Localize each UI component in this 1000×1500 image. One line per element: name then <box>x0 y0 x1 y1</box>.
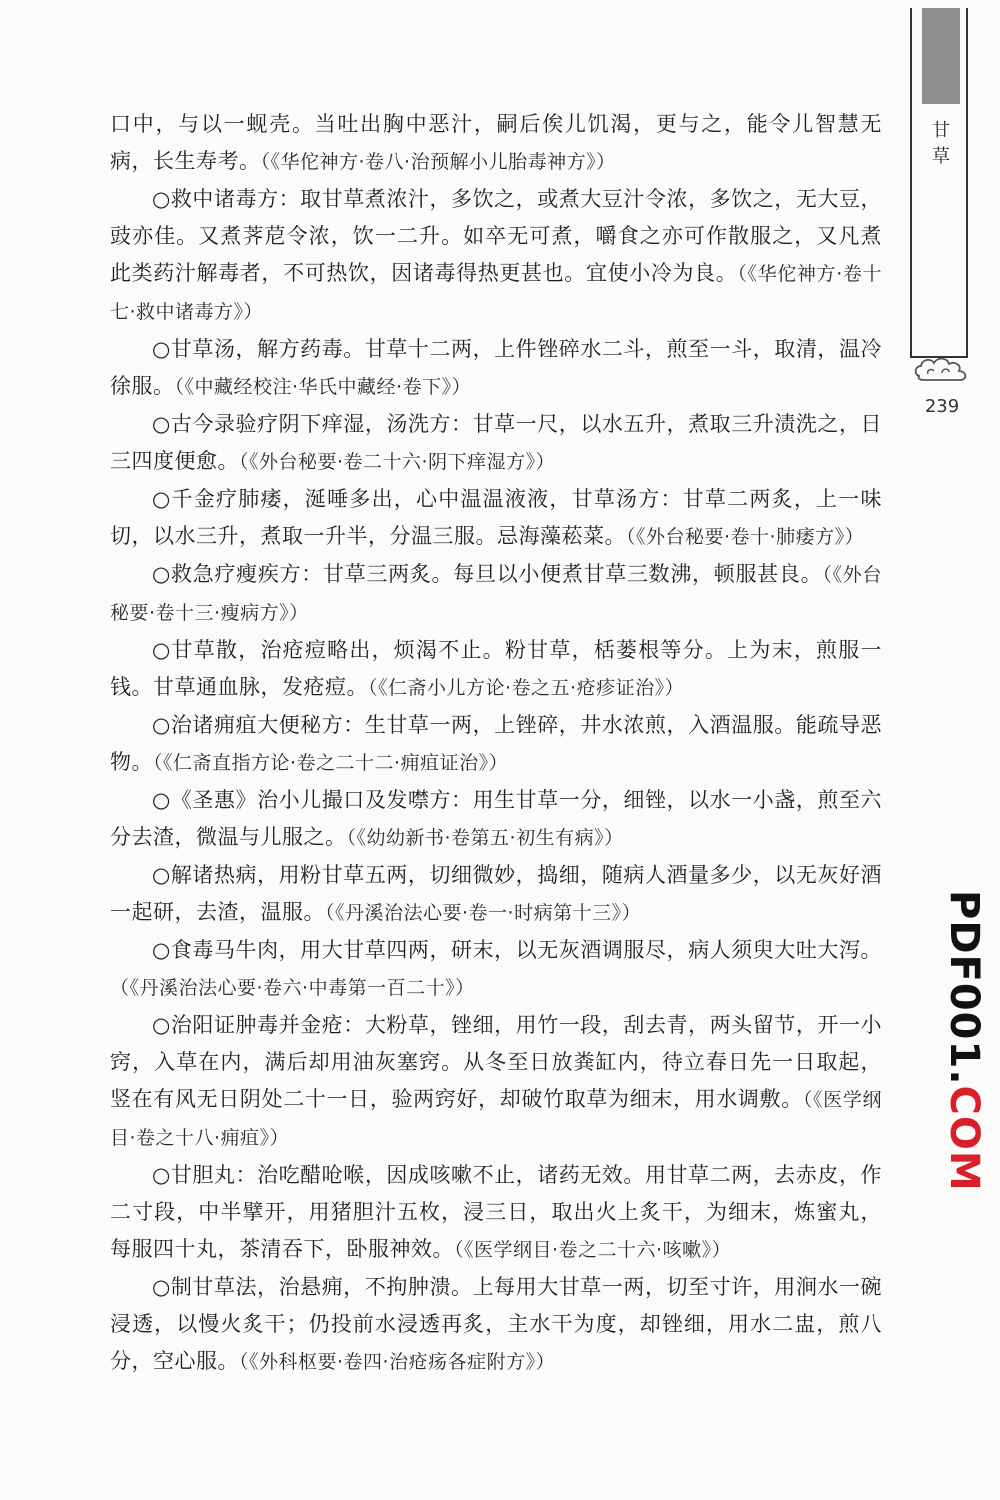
paragraph: ○千金疗肺痿，涎唾多出，心中温温液液，甘草汤方：甘草二两炙，上一味切，以水三升，煮取一升半，分温三服。忌海藻菘菜。（《外台秘要·卷十·肺痿方》） <box>110 487 882 548</box>
page-number: 239 <box>924 396 960 417</box>
paragraph: ○食毒马牛肉，用大甘草四两，研末，以无灰酒调服尽，病人须臾大吐大泻。（《丹溪治法心要·卷六·中毒第一百二十》） <box>110 938 882 999</box>
paragraph: ○解诸热病，用粉甘草五两，切细微妙，捣细，随病人酒量多少，以无灰好酒一起研，去渣，温服。（《丹溪治法心要·卷一·时病第十三》） <box>110 863 882 924</box>
watermark-part-2: COM <box>941 1085 987 1192</box>
tab-gray-block <box>922 8 960 104</box>
watermark-part-1: PDF001. <box>941 890 987 1086</box>
paragraph: ○古今录验疗阴下痒湿，汤洗方：甘草一尺，以水五升，煮取三升渍洗之，日三四度便愈。（《外台秘要·卷二十六·阴下痒湿方》） <box>110 412 882 473</box>
site-watermark <box>941 890 987 1192</box>
paragraph-continued: 口中，与以一蚬壳。当吐出胸中恶汁，嗣后俟儿饥渴，更与之，能令儿智慧无病，长生寿考。（《华佗神方·卷八·治预解小儿胎毒神方》） <box>110 112 882 173</box>
paragraph: ○甘胆丸：治吃醋呛喉，因成咳嗽不止，诸药无效。用甘草二两，去赤皮，作二寸段，中半擘开，用猪胆汁五枚，浸三日，取出火上炙干，为细末，炼蜜丸，每服四十丸，茶清吞下，卧服神效。（《医学纲目·卷之二十六·咳嗽》） <box>110 1163 882 1261</box>
paragraph: ○制甘草法，治悬痈，不拘肿溃。上每用大甘草一两，切至寸许，用涧水一碗浸透，以慢火炙干；仍投前水浸透再炙，主水干为度，却锉细，用水二盅，煎八分，空心服。（《外科枢要·卷四·治疮疡各症附方》） <box>110 1275 882 1373</box>
chapter-side-tab <box>910 8 968 358</box>
paragraph: ○救急疗瘦疾方：甘草三两炙。每旦以小便煮甘草三数沸，顿服甚良。（《外台秘要·卷十三·瘦病方》） <box>110 562 882 624</box>
cloud-ornament-icon <box>912 352 972 388</box>
main-text <box>110 106 882 1381</box>
paragraph: ○治阳证肿毒并金疮：大粉草，锉细，用竹一段，刮去青，两头留节，开一小窍，入草在内，满后却用油灰塞窍。从冬至日放粪缸内，待立春日先一日取起，竖在有风无日阴处二十一日，验两窍好，却破竹取草为细末，用水调敷。（《医学纲目·卷之十八·痈疽》） <box>110 1013 882 1149</box>
chapter-tab-title: 甘 草 <box>932 120 950 167</box>
paragraph: ○治诸痈疽大便秘方：生甘草一两，上锉碎，井水浓煎，入酒温服。能疏导恶物。（《仁斋直指方论·卷之二十二·痈疽证治》） <box>110 713 882 774</box>
paragraph: ○救中诸毒方：取甘草煮浓汁，多饮之，或煮大豆汁令浓，多饮之，无大豆，豉亦佳。又煮荠苨令浓，饮一二升。如卒无可煮，嚼食之亦可作散服之，又凡煮此类药汁解毒者，不可热饮，因诸毒得热更甚也。宜使小冷为良。（《华佗神方·卷十七·救中诸毒方》） <box>110 187 883 323</box>
paragraph: ○甘草散，治疮痘略出，烦渴不止。粉甘草，栝蒌根等分。上为末，煎服一钱。甘草通血脉，发疮痘。（《仁斋小儿方论·卷之五·疮疹证治》） <box>110 638 882 699</box>
paragraph: ○《圣惠》治小儿撮口及发噤方：用生甘草一分，细锉，以水一小盏，煎至六分去渣，微温与儿服之。（《幼幼新书·卷第五·初生有病》） <box>110 788 882 849</box>
paragraph: ○甘草汤，解方药毒。甘草十二两，上件锉碎水二斗，煎至一斗，取清，温冷徐服。（《中藏经校注·华氏中藏经·卷下》） <box>110 337 882 398</box>
